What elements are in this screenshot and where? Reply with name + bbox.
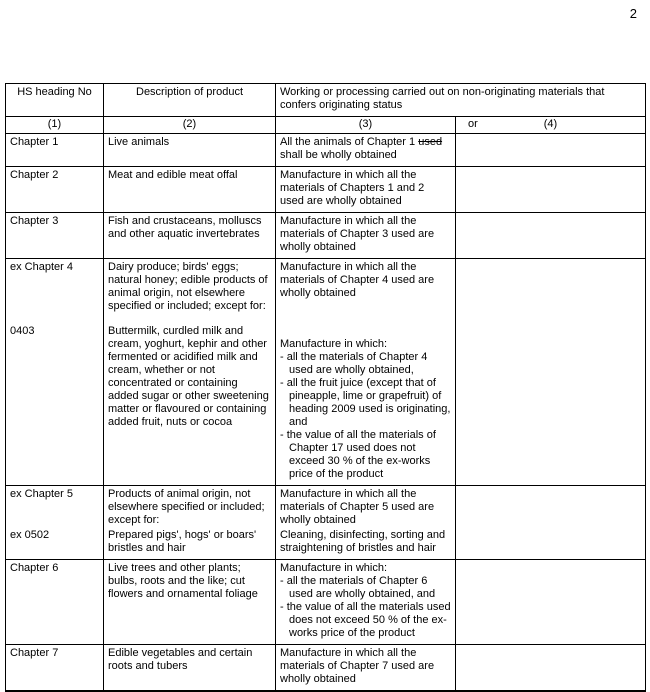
column-4-label: (4) [543, 118, 558, 130]
rule-cell [276, 134, 456, 167]
description-cell: Meat and edible meat offal [104, 167, 276, 213]
alternative-rule-cell [456, 527, 646, 560]
alternative-rule-cell [456, 213, 646, 259]
rule-cell [276, 560, 456, 645]
rule-text: shall be wholly obtained [280, 149, 397, 161]
page-number: 2 [629, 6, 637, 21]
hs-heading-cell: Chapter 7 [6, 645, 104, 692]
rule-cell: Manufacture in which all the materials of Chapter 7 used are wholly obtained [276, 645, 456, 692]
description-cell: Buttermilk, curdled milk and cream, yoghurt, kephir and other fermented or acidified milk and cream, whether or not concentrated or containing added sugar or other sweetening matter or flavoured or containing added fruit, nuts or cocoa [104, 323, 276, 486]
sub-header-row [6, 117, 646, 134]
working-processing-column-header: Working or processing carried out on non-originating materials that confers originating status [276, 84, 646, 117]
description-column-header: Description of product [104, 84, 276, 117]
hs-heading-cell: Chapter 2 [6, 167, 104, 213]
description-cell: Fish and crustaceans, molluscs and other aquatic invertebrates [104, 213, 276, 259]
hs-heading-cell: 0403 [6, 323, 104, 486]
or-label: or [468, 118, 478, 130]
rule-condition: - all the fruit juice (except that of pineapple, lime or grapefruit) of heading 2009 used is originating, and [280, 377, 451, 428]
table-row [6, 323, 646, 486]
rule-text: All the animals of Chapter 1 [280, 136, 416, 148]
hs-heading-cell: ex Chapter 5 [6, 486, 104, 528]
table-row [6, 486, 646, 528]
table-row [6, 645, 646, 692]
alternative-rule-cell [456, 167, 646, 213]
hs-heading-cell: Chapter 1 [6, 134, 104, 167]
rule-condition: - all the materials of Chapter 6 used are wholly obtained, and [280, 575, 436, 600]
table-row [6, 527, 646, 560]
alternative-rule-cell [456, 259, 646, 324]
description-cell: Edible vegetables and certain roots and tubers [104, 645, 276, 692]
hs-heading-cell: Chapter 3 [6, 213, 104, 259]
alternative-rule-cell [456, 645, 646, 692]
column-3-label: (3) [276, 117, 456, 134]
rule-cell [276, 323, 456, 486]
hs-heading-cell: Chapter 6 [6, 560, 104, 645]
rule-intro: Manufacture in which: [280, 562, 387, 574]
rule-condition: - the value of all the materials used does not exceed 50 % of the ex-works price of the product [280, 601, 451, 639]
hs-heading-cell: ex Chapter 4 [6, 259, 104, 324]
description-cell: Live trees and other plants; bulbs, roots and the like; cut flowers and ornamental foliage [104, 560, 276, 645]
alternative-rule-cell [456, 560, 646, 645]
alternative-rule-cell [456, 134, 646, 167]
alternative-rule-cell [456, 486, 646, 528]
table-row [6, 134, 646, 167]
column-4-label-cell [456, 117, 646, 134]
description-cell: Live animals [104, 134, 276, 167]
alternative-rule-cell [456, 323, 646, 486]
column-1-label: (1) [6, 117, 104, 134]
rule-cell: Manufacture in which all the materials of Chapter 3 used are wholly obtained [276, 213, 456, 259]
struck-word: used [418, 136, 443, 148]
table-row [6, 167, 646, 213]
rule-intro: Manufacture in which: [280, 338, 387, 350]
rule-cell: Manufacture in which all the materials of Chapter 5 used are wholly obtained [276, 486, 456, 528]
description-cell: Prepared pigs', hogs' or boars' bristles and hair [104, 527, 276, 560]
rule-cell: Manufacture in which all the materials of Chapter 4 used are wholly obtained [276, 259, 456, 324]
rule-cell: Cleaning, disinfecting, sorting and straightening of bristles and hair [276, 527, 456, 560]
column-2-label: (2) [104, 117, 276, 134]
origin-rules-table [5, 83, 646, 692]
table-row [6, 213, 646, 259]
rule-condition: - all the materials of Chapter 4 used are wholly obtained, [280, 351, 428, 376]
description-cell: Products of animal origin, not elsewhere specified or included; except for: [104, 486, 276, 528]
table-row [6, 560, 646, 645]
header-row [6, 84, 646, 117]
table-row [6, 259, 646, 324]
hs-heading-cell: ex 0502 [6, 527, 104, 560]
description-cell: Dairy produce; birds' eggs; natural honey; edible products of animal origin, not elsewhere specified or included; except for: [104, 259, 276, 324]
rule-cell: Manufacture in which all the materials of Chapters 1 and 2 used are wholly obtained [276, 167, 456, 213]
hs-heading-column-header: HS heading No [6, 84, 104, 117]
rule-condition: - the value of all the materials of Chapter 17 used does not exceed 30 % of the ex-works price of the product [280, 429, 436, 480]
